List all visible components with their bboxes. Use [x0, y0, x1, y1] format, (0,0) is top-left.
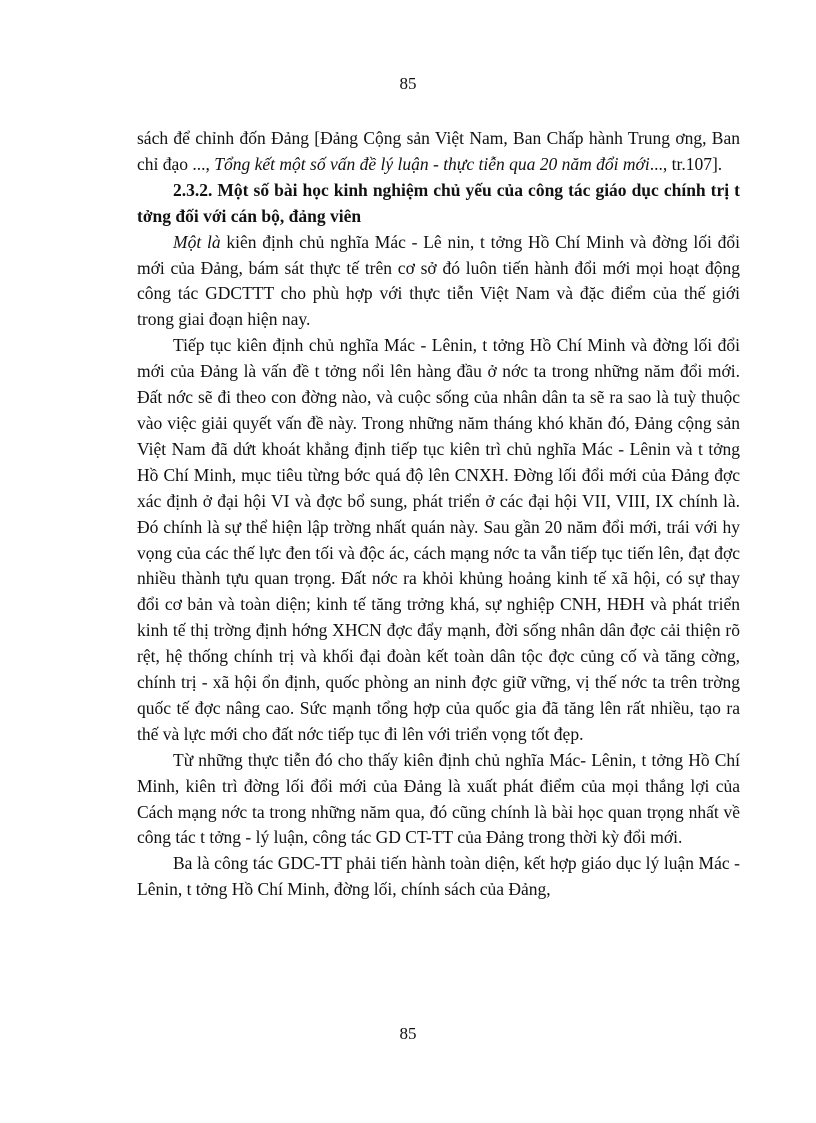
- paragraph-1-text: kiên định chủ nghĩa Mác - Lê nin, t tởng Hồ Chí Minh và đờng lối đổi mới của Đảng, bám sát thực tế trên cơ sở đó luôn tiến hành đổi mới mọi hoạt động công tác GDCTTT cho phù hợp với thực tiễn Việt Nam và đặc điểm của thế giới trong giai đoạn hiện nay.: [137, 231, 740, 330]
- section-heading: 2.3.2. Một số bài học kinh nghiệm chủ yếu của công tác giáo dục chính trị t tởng đối với cán bộ, đảng viên: [137, 179, 740, 226]
- paragraph-1-lead: Một là: [173, 231, 221, 252]
- page-number-top: 85: [399, 74, 417, 93]
- paragraph-3: Từ những thực tiễn đó cho thấy kiên định chủ nghĩa Mác- Lênin, t tởng Hồ Chí Minh, kiên trì đờng lối đổi mới của Đảng là xuất phát điểm của mọi thắng lợi của Cách mạng nớc ta trong những năm qua, đó cũng chính là bài học quan trọng nhất về công tác t tởng - lý luận, công tác GD CT-TT của Đảng trong thời kỳ đổi mới.: [137, 749, 740, 848]
- paragraph-2: Tiếp tục kiên định chủ nghĩa Mác - Lênin, t tởng Hồ Chí Minh và đờng lối đổi mới của Đảng là vấn đề t tởng nổi lên hàng đầu ở nớc ta trong những năm đổi mới. Đất nớc sẽ đi theo con đờng nào, và cuộc sống của nhân dân ta sẽ ra sao là tuỳ thuộc vào việc giải quyết vấn đề này. Trong những năm tháng khó khăn đó, Đảng cộng sản Việt Nam đã dứt khoát khẳng định tiếp tục kiên trì chủ nghĩa Mác - Lênin và t tởng Hồ Chí Minh, mục tiêu từng bớc quá độ lên CNXH. Đờng lối đổi mới của Đảng đợc xác định ở đại hội VI và đợc bổ sung, phát triển ở các đại hội VII, VIII, IX chính là. Đó chính là sự thể hiện lập trờng nhất quán này. Sau gần 20 năm đổi mới, trái với hy vọng của các thế lực đen tối và độc ác, cách mạng nớc ta vẫn tiếp tục tiến lên, đạt đợc nhiều thành tựu quan trọng. Đất nớc ra khỏi khủng hoảng kinh tế xã hội, có sự thay đổi cơ bản và toàn diện; kinh tế tăng trởng khá, sự nghiệp CNH, HĐH và phát triển kinh tế thị trờng định hớng XHCN đợc đẩy mạnh, đời sống nhân dân đợc cải thiện rõ rệt, hệ thống chính trị và khối đại đoàn kết toàn dân tộc đợc củng cố và tăng cờng, chính trị - xã hội ổn định, quốc phòng an ninh đợc giữ vững, vị thế nớc ta trên trờng quốc tế đợc nâng cao. Sức mạnh tổng hợp của quốc gia đã tăng lên rất nhiều, tạo ra thế và lực mới cho đất nớc tiếp tục đi lên với triển vọng tốt đẹp.: [137, 335, 740, 744]
- citation-tail: ..., tr.107].: [649, 153, 723, 174]
- paragraph-4: Ba là công tác GDC-TT phải tiến hành toàn diện, kết hợp giáo dục lý luận Mác - Lênin, t tởng Hồ Chí Minh, đờng lối, chính sách của Đảng,: [137, 853, 740, 900]
- continuation-text: sách để chỉnh đốn Đảng [Đảng Cộng sản Việt Nam, Ban Chấp hành Trung ơng, Ban chỉ đạo ...,: [137, 128, 740, 174]
- page-body: [137, 126, 740, 903]
- continuation-paragraph: [137, 126, 740, 178]
- page-number-bottom: 85: [399, 1024, 417, 1043]
- paragraph-1: [137, 230, 740, 334]
- cited-work-title: Tổng kết một số vấn đề lý luận - thực tiễn qua 20 năm đổi mới: [214, 153, 650, 174]
